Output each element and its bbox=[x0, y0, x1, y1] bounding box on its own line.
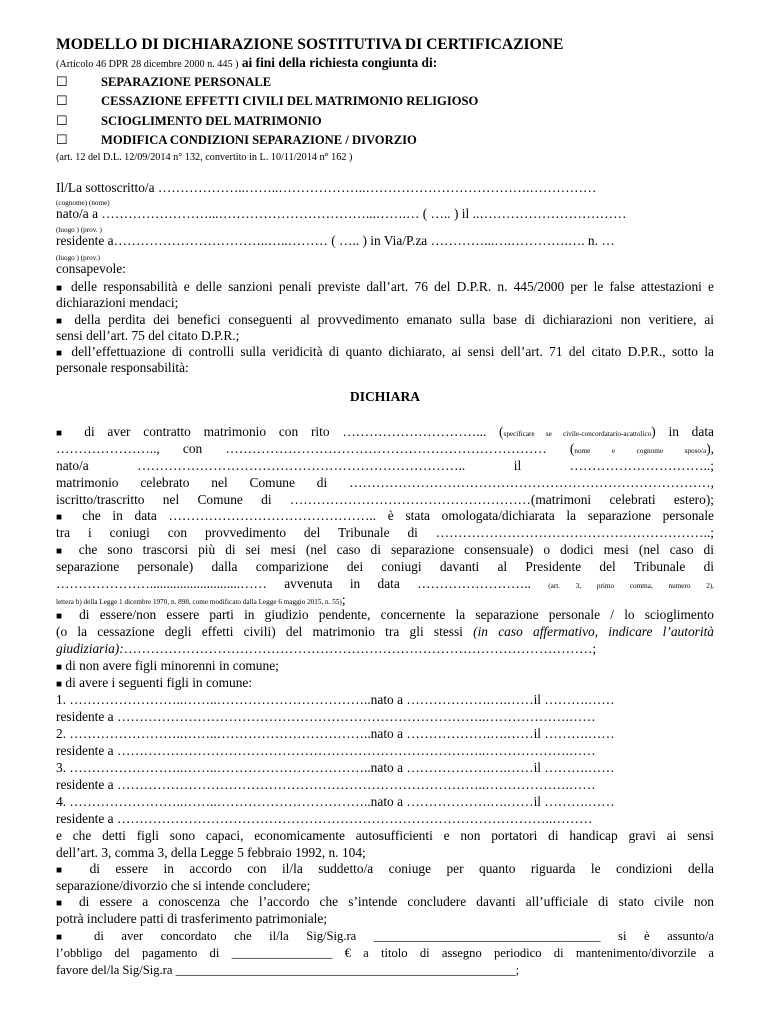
bullet-icon: ■ bbox=[56, 865, 75, 876]
name-line[interactable]: Il/La sottoscritto/a ………………..……..………………..……………………………….…………… bbox=[56, 180, 597, 195]
birth-hint: (luogo ) (prov. ) bbox=[56, 226, 102, 234]
concordato-line1[interactable]: ■ di aver concordato che il/la Sig/Sig.ra ____________________________________ si è assunto/a bbox=[56, 929, 715, 943]
sei-mesi-line1: ■ che sono trascorsi più di sei mesi (nel caso di separazione consensuale) o dodici mesi (nel caso di bbox=[56, 542, 714, 557]
child-3-residence[interactable]: residente a ………………………………………………………………………..……………….…… bbox=[56, 777, 596, 792]
birth-line[interactable]: nato/a a ……………………...……………………………...…….… ( ….. ) il ..…………………………… bbox=[56, 206, 627, 221]
concordato-line2[interactable]: l’obbligo del pagamento di ________________ € a titolo di assegno periodico di mantenimento/divorzile a bbox=[56, 946, 714, 960]
subtitle-reference: (Articolo 46 DPR 28 dicembre 2000 n. 445 ) bbox=[56, 59, 239, 70]
law-reference: (art. 12 del D.L. 12/09/2014 n° 132, convertito in L. 10/11/2014 n° 162 ) bbox=[56, 152, 353, 163]
giudizio-line3[interactable]: giudiziaria):……………………………………………………………………………………………; bbox=[56, 641, 597, 656]
aware-label: consapevole: bbox=[56, 261, 126, 276]
checkbox-modifica[interactable]: ☐ bbox=[56, 132, 68, 147]
iscritto-line[interactable]: iscritto/trascritto nel Comune di ………………………………………………(matrimoni celebrati estero); bbox=[56, 492, 714, 507]
child-4-line[interactable]: 4. ……………………..……..……………………………..nato a ……………….….……il ……….…… bbox=[56, 794, 615, 809]
residence-hint: (luogo ) (prov.) bbox=[56, 254, 101, 262]
rito-line[interactable]: ■ di aver contratto matrimonio con rito …………………………... (specificare se civile-concordatario-acattolico) in data bbox=[56, 424, 714, 439]
omologata-line2[interactable]: tra i coniugi con provvedimento del Tribunale di ……………………………………………………..; bbox=[56, 525, 714, 540]
child-1-line[interactable]: 1. ……………………..……..……………………………..nato a ……………….….……il ……….…… bbox=[56, 692, 615, 707]
sei-mesi-line3[interactable]: …………………...........................…… avvenuta in data …………………….. (art. 3, primo comma, numero 2), bbox=[56, 576, 714, 591]
conoscenza-line2: potrà includere patti di trasferimento patrimoniale; bbox=[56, 911, 328, 926]
rito-hint: specificare se civile-concordatario-acattolico bbox=[503, 430, 652, 438]
checkbox-scioglimento[interactable]: ☐ bbox=[56, 113, 68, 128]
subtitle-purpose: ai fini della richiesta congiunta di: bbox=[241, 55, 438, 70]
celebrato-line[interactable]: matrimonio celebrato nel Comune di ………………………………………………………………………, bbox=[56, 475, 714, 490]
conoscenza-line1: ■ di essere a conoscenza che l’accordo che s’intende concludere davanti all’ufficiale di stato civile non bbox=[56, 894, 714, 909]
con-line[interactable]: ………………….., con ……………………………………………………………… (nome e cognome sposo/a), bbox=[56, 441, 714, 456]
sei-mesi-line2: separazione personale) dalla comparizione dei coniugi davanti al Presidente del Tribunale di bbox=[56, 559, 714, 574]
option-modifica-label: MODIFICA CONDIZIONI SEPARAZIONE / DIVORZIO bbox=[101, 133, 417, 147]
giudizio-line1: ■ di essere/non essere parti in giudizio pendente, concernente la separazione personale / lo scioglimento bbox=[56, 607, 714, 622]
accordo-line2: separazione/divorzio che si intende concludere; bbox=[56, 878, 311, 893]
option-scioglimento-label: SCIOGLIMENTO DEL MATRIMONIO bbox=[101, 114, 322, 128]
capaci-line1: e che detti figli sono capaci, economicamente autosufficienti e non portatori di handicap gravi ai sensi bbox=[56, 828, 714, 843]
child-2-line[interactable]: 2. ……………………..……..……………………………..nato a ……………….….……il ……….…… bbox=[56, 726, 615, 741]
bullet-perdita-line2: sensi dell’art. 75 del citato D.P.R.; bbox=[56, 328, 240, 343]
accordo-line1: ■ di essere in accordo con il/la suddetto/a coniuge per quanto riguarda le condizioni della bbox=[56, 861, 714, 876]
document-title: MODELLO DI DICHIARAZIONE SOSTITUTIVA DI CERTIFICAZIONE bbox=[56, 36, 564, 53]
child-3-line[interactable]: 3. ……………………..……..……………………………..nato a ……………….….……il ……….…… bbox=[56, 760, 615, 775]
figli-line: ■ di avere i seguenti figli in comune: bbox=[56, 675, 253, 690]
bullet-icon: ■ bbox=[56, 611, 69, 622]
concordato-line3[interactable]: favore del/la Sig/Sig.ra ______________________________________________________; bbox=[56, 963, 520, 977]
child-4-residence[interactable]: residente a ……………………………………………………………………………………..……… bbox=[56, 811, 593, 826]
subtitle bbox=[56, 55, 437, 73]
residence-line[interactable]: residente a……………………………..…..……… ( ….. ) in Via/P.za …………...….………….…. n. … bbox=[56, 233, 615, 248]
bullet-icon: ■ bbox=[56, 428, 72, 439]
bullet-icon: ■ bbox=[56, 348, 66, 359]
con-hint: nome e cognome sposo/a bbox=[574, 447, 707, 455]
bullet-controlli-line1: ■ dell’effettuazione di controlli sulla veridicità di quanto dichiarato, ai sensi dell’art. 71 del citato D.P.R., sotto la bbox=[56, 344, 714, 359]
bullet-icon: ■ bbox=[56, 679, 63, 690]
giudizio-line2: (o la cessazione degli effetti civili) del matrimonio tra gli stessi (in caso affermativo, indicare l’autorità bbox=[56, 624, 714, 639]
checkbox-separazione[interactable]: ☐ bbox=[56, 74, 68, 89]
child-2-residence[interactable]: residente a ………………………………………………………………………..……………….…… bbox=[56, 743, 596, 758]
omologata-line1[interactable]: ■ che in data ……………………………………….. è stata omologata/dichiarata la separazione personale bbox=[56, 508, 714, 523]
nato-line[interactable]: nato/a ……………………………………………………………….. il …………………………..; bbox=[56, 458, 714, 473]
name-hint: (cognome) (nome) bbox=[56, 199, 110, 207]
bullet-icon: ■ bbox=[56, 932, 77, 943]
bullet-icon: ■ bbox=[56, 512, 71, 523]
capaci-line2: dell’art. 3, comma 3, della Legge 5 febbraio 1992, n. 104; bbox=[56, 845, 366, 860]
child-1-residence[interactable]: residente a ………………………………………………………………………..……………….…… bbox=[56, 709, 596, 724]
bullet-responsabilita-line2: dichiarazioni mendaci; bbox=[56, 295, 179, 310]
bullet-icon: ■ bbox=[56, 316, 67, 327]
bullet-icon: ■ bbox=[56, 283, 65, 294]
sei-mesi-line4: lettera b) della Legge 1 dicembre 1970, n. 898, come modificato dalla Legge 6 maggio 2015, n. 55); bbox=[56, 592, 346, 607]
bullet-responsabilita-line1: ■ delle responsabilità e delle sanzioni penali previste dall’art. 76 del D.P.R. n. 445/2000 per le false attestazioni e bbox=[56, 279, 714, 294]
checkbox-cessazione[interactable]: ☐ bbox=[56, 93, 68, 108]
option-separazione-label: SEPARAZIONE PERSONALE bbox=[101, 75, 272, 89]
bullet-icon: ■ bbox=[56, 898, 69, 909]
option-cessazione-label: CESSAZIONE EFFETTI CIVILI DEL MATRIMONIO RELIGIOSO bbox=[101, 94, 479, 108]
bullet-controlli-line2: personale responsabilità: bbox=[56, 360, 189, 375]
section-heading-dichiara: DICHIARA bbox=[349, 389, 421, 404]
bullet-perdita-line1: ■ della perdita dei benefici conseguenti al provvedimento emanato sulla base di dichiarazioni non veritiere, ai bbox=[56, 312, 714, 327]
bullet-icon: ■ bbox=[56, 546, 69, 557]
no-figli-line: ■ di non avere figli minorenni in comune; bbox=[56, 658, 279, 673]
bullet-icon: ■ bbox=[56, 662, 63, 673]
